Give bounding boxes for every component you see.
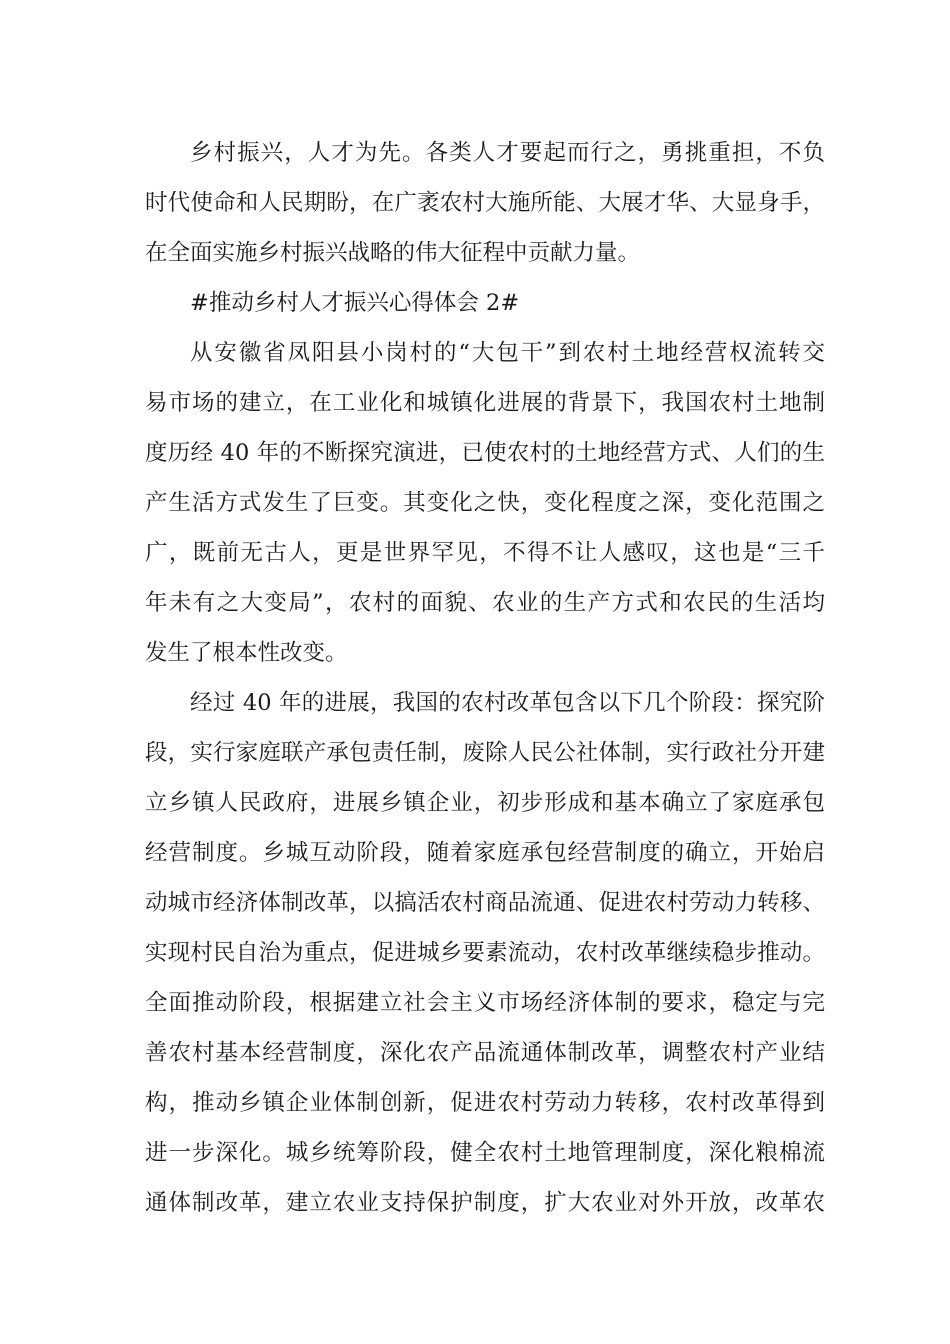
paragraph-line: 动城市经济体制改革，以搞活农村商品流通、促进农村劳动力转移、 [145,890,825,916]
section-heading: #推动乡村人才振兴心得体会 2# [190,290,520,316]
paragraph-line: 段，实行家庭联产承包责任制，废除人民公社体制，实行政社分开建 [145,740,825,766]
paragraph-line: 易市场的建立，在工业化和城镇化进展的背景下，我国农村土地制 [145,390,825,416]
paragraph-line: 产生活方式发生了巨变。其变化之快，变化程度之深，变化范围之 [145,490,825,516]
paragraph-line: 在全面实施乡村振兴战略的伟大征程中贡献力量。 [145,240,641,266]
paragraph-line: 广，既前无古人，更是世界罕见，不得不让人感叹，这也是“三千 [145,540,825,566]
paragraph-line: 经营制度。乡城互动阶段，随着家庭承包经营制度的确立，开始启 [145,840,825,866]
paragraph-line: 乡村振兴，人才为先。各类人才要起而行之，勇挑重担，不负 [190,140,825,166]
paragraph-line: 从安徽省凤阳县小岗村的“大包干”到农村土地经营权流转交 [190,340,825,366]
paragraph-line: 全面推动阶段，根据建立社会主义市场经济体制的要求，稳定与完 [145,990,825,1016]
paragraph-line: 善农村基本经营制度，深化农产品流通体制改革，调整农村产业结 [145,1040,825,1066]
paragraph-line: 度历经 40 年的不断探究演进，已使农村的土地经营方式、人们的生 [145,440,825,466]
paragraph-line: 构，推动乡镇企业体制创新，促进农村劳动力转移，农村改革得到 [145,1090,825,1116]
paragraph-line: 时代使命和人民期盼，在广袤农村大施所能、大展才华、大显身手， [145,190,825,216]
paragraph-line: 发生了根本性改变。 [145,640,348,666]
paragraph-line: 实现村民自治为重点，促进城乡要素流动，农村改革继续稳步推动。 [145,940,825,966]
paragraph-line: 立乡镇人民政府，进展乡镇企业，初步形成和基本确立了家庭承包 [145,790,825,816]
paragraph-line: 年未有之大变局”，农村的面貌、农业的生产方式和农民的生活均 [145,590,825,616]
paragraph-line: 进一步深化。城乡统筹阶段，健全农村土地管理制度，深化粮棉流 [145,1140,825,1166]
paragraph-line: 通体制改革，建立农业支持保护制度，扩大农业对外开放，改革农 [145,1190,825,1216]
paragraph-line: 经过 40 年的进展，我国的农村改革包含以下几个阶段：探究阶 [190,690,825,716]
